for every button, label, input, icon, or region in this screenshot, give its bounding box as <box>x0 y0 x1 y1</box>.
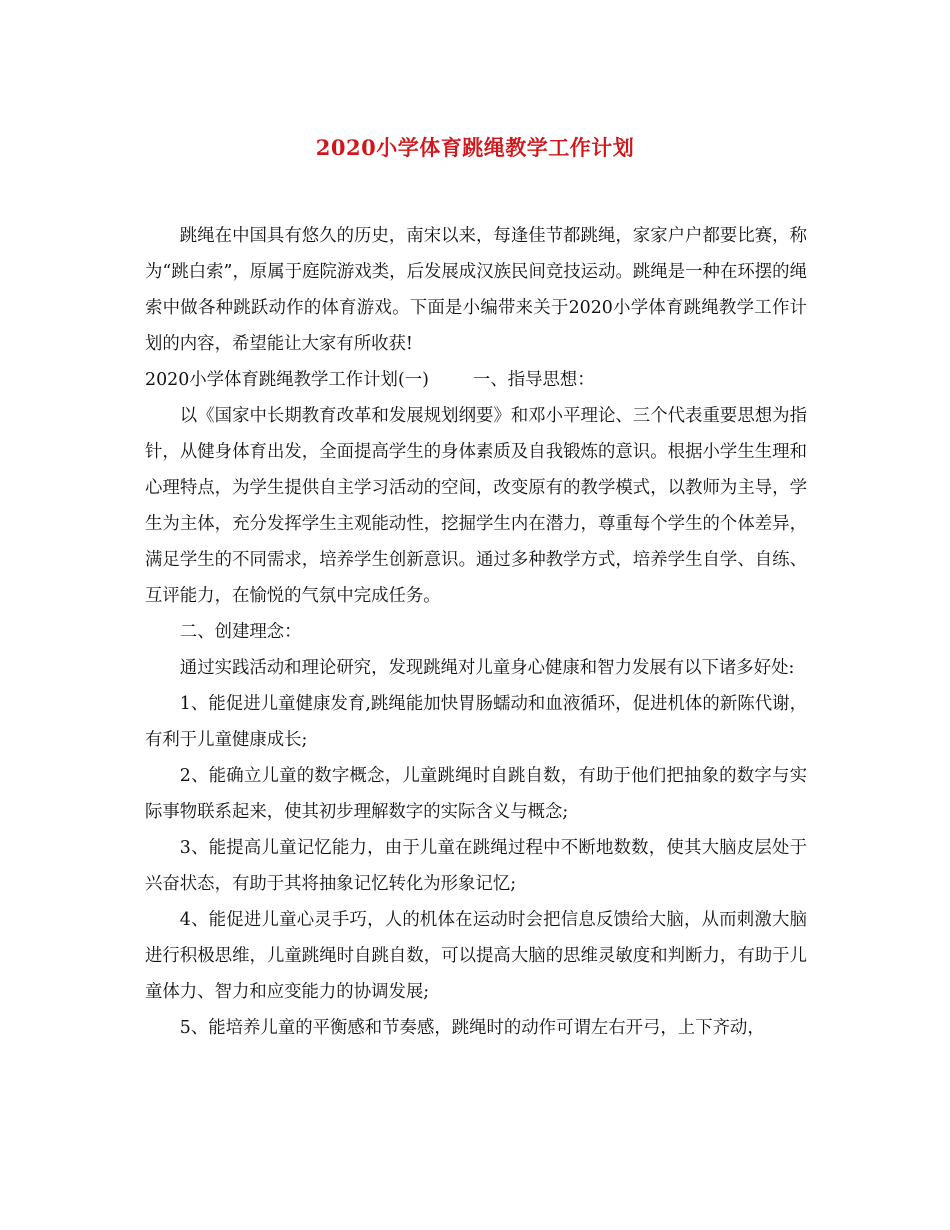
guiding-heading: 一、指导思想： <box>472 370 595 390</box>
section1-heading: 2020小学体育跳绳教学工作计划(一) <box>145 370 429 390</box>
concept-heading: 二、创建理念： <box>179 622 302 642</box>
point-paragraph-3: 3、能提高儿童记忆能力，由于儿童在跳绳过程中不断地数数，使其大脑皮层处于兴奋状态，有助于其将抽象记忆转化为形象记忆; <box>145 838 807 894</box>
point-paragraph-2: 2、能确立儿童的数字概念，儿童跳绳时自跳自数，有助于他们把抽象的数字与实际事物联系起来，使其初步理解数字的实际含义与概念; <box>145 766 807 822</box>
document-title: 2020小学体育跳绳教学工作计划 <box>315 135 635 160</box>
section-heading-line <box>145 362 807 398</box>
concept-intro-paragraph: 通过实践活动和理论研究，发现跳绳对儿童身心健康和智力发展有以下诸多好处: <box>179 658 795 678</box>
point-paragraph-5: 5、能培养儿童的平衡感和节奏感，跳绳时的动作可谓左右开弓，上下齐动， <box>179 1018 765 1038</box>
point-paragraph-1: 1、能促进儿童健康发育,跳绳能加快胃肠蠕动和血液循环，促进机体的新陈代谢，有利于儿童健康成长; <box>145 694 807 750</box>
point-paragraph-4: 4、能促进儿童心灵手巧，人的机体在运动时会把信息反馈给大脑，从而刺激大脑进行积极思维，儿童跳绳时自跳自数，可以提高大脑的思维灵敏度和判断力，有助于儿童体力、智力和应变能力的协调发展; <box>145 910 807 1002</box>
guiding-paragraph: 以《国家中长期教育改革和发展规划纲要》和邓小平理论、三个代表重要思想为指针，从健身体育出发，全面提高学生的身体素质及自我锻炼的意识。根据小学生生理和心理特点，为学生提供自主学习活动的空间，改变原有的教学模式，以教师为主导，学生为主体，充分发挥学生主观能动性，挖掘学生内在潜力，尊重每个学生的个体差异，满足学生的不同需求，培养学生创新意识。通过多种教学方式，培养学生自学、自练、互评能力，在愉悦的气氛中完成任务。 <box>145 406 807 606</box>
intro-paragraph: 跳绳在中国具有悠久的历史，南宋以来，每逢佳节都跳绳，家家户户都要比赛，称为“跳白索”，原属于庭院游戏类，后发展成汉族民间竞技运动。跳绳是一种在环摆的绳索中做各种跳跃动作的体育游戏。下面是小编带来关于2020小学体育跳绳教学工作计划的内容，希望能让大家有所收获! <box>145 226 807 354</box>
document-body <box>145 218 807 1046</box>
